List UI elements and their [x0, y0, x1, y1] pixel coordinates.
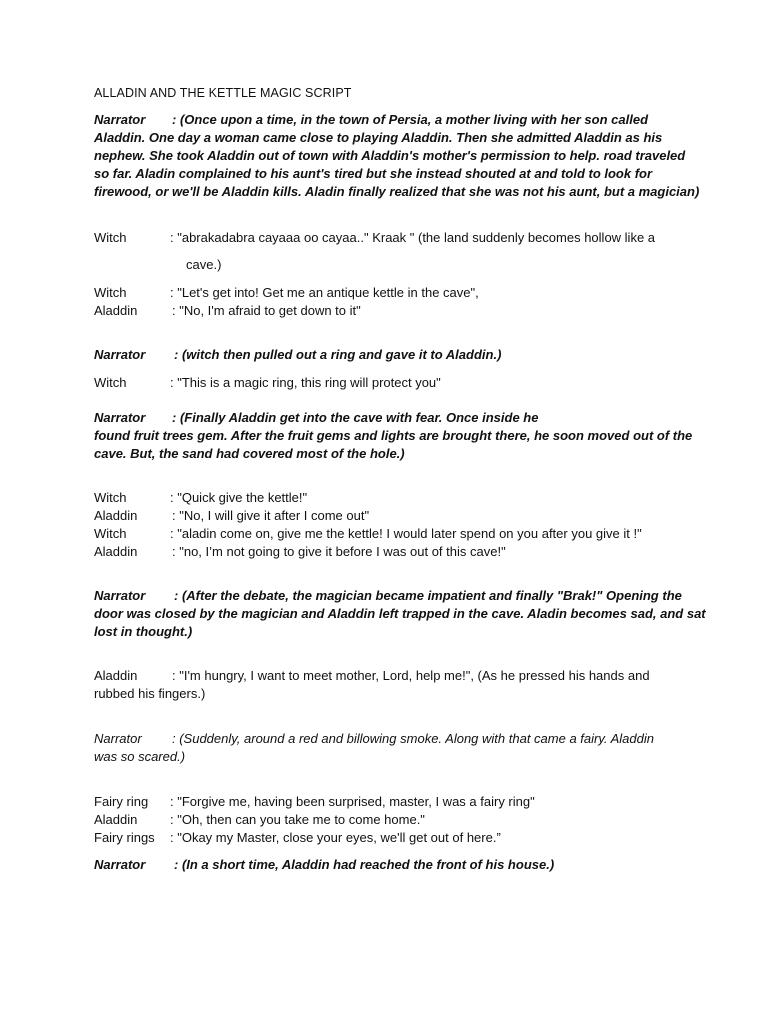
document-title: ALLADIN AND THE KETTLE MAGIC SCRIPT: [94, 86, 352, 100]
dialogue-line: : (Once upon a time, in the town of Persia, a mother living with her son called: [172, 112, 649, 127]
speaker-label: Aladdin: [94, 508, 138, 523]
dialogue-line: was so scared.): [94, 749, 186, 764]
speaker-label: Narrator: [94, 857, 146, 872]
speaker-label: Narrator: [94, 588, 146, 603]
speaker-label: Fairy rings: [94, 830, 155, 845]
speaker-label: Aladdin: [94, 668, 138, 683]
speaker-label: Aladdin: [94, 544, 138, 559]
dialogue-line: nephew. She took Aladdin out of town with Aladdin's mother's permission to help. road traveled: [94, 148, 686, 163]
dialogue-line: : "I'm hungry, I want to meet mother, Lord, help me!", (As he pressed his hands and: [172, 668, 650, 683]
dialogue-line: : (After the debate, the magician became impatient and finally "Brak!" Opening the: [174, 588, 682, 603]
dialogue-line: door was closed by the magician and Aladdin left trapped in the cave. Aladin becomes sad, and sat: [94, 606, 706, 621]
speaker-label: Witch: [94, 230, 127, 245]
dialogue-line: : "Forgive me, having been surprised, master, I was a fairy ring": [170, 794, 535, 809]
speaker-label: Aladdin: [94, 812, 138, 827]
speaker-label: Narrator: [94, 731, 142, 746]
dialogue-line: rubbed his fingers.): [94, 686, 206, 701]
speaker-label: Fairy ring: [94, 794, 149, 809]
dialogue-line: : "Oh, then can you take me to come home.": [170, 812, 425, 827]
dialogue-line: : (In a short time, Aladdin had reached the front of his house.): [174, 857, 555, 872]
dialogue-line: : "Okay my Master, close your eyes, we'll get out of here.”: [170, 830, 501, 845]
dialogue-line: : "This is a magic ring, this ring will protect you": [170, 375, 441, 390]
speaker-label: Witch: [94, 285, 127, 300]
speaker-label: Witch: [94, 375, 127, 390]
dialogue-line: cave. But, the sand had covered most of the hole.): [94, 446, 405, 461]
dialogue-line: : (Suddenly, around a red and billowing smoke. Along with that came a fairy. Aladdin: [172, 731, 654, 746]
dialogue-line: Aladdin. One day a woman came close to playing Aladdin. Then she admitted Aladdin as his: [94, 130, 663, 145]
dialogue-line: so far. Aladin complained to his aunt's tired but she instead shouted at and told to look for: [94, 166, 653, 181]
speaker-label: Narrator: [94, 112, 146, 127]
speaker-label: Witch: [94, 526, 127, 541]
dialogue-line: : "Let's get into! Get me an antique kettle in the cave",: [170, 285, 479, 300]
dialogue-line: : "abrakadabra cayaaa oo cayaa.." Kraak " (the land suddenly becomes hollow like a: [170, 230, 656, 245]
speaker-label: Witch: [94, 490, 127, 505]
dialogue-line: : "Quick give the kettle!": [170, 490, 308, 505]
speaker-label: Narrator: [94, 410, 146, 425]
dialogue-line: cave.): [186, 257, 222, 272]
dialogue-line: : (witch then pulled out a ring and gave it to Aladdin.): [174, 347, 502, 362]
speaker-label: Aladdin: [94, 303, 138, 318]
dialogue-line: : "aladin come on, give me the kettle! I would later spend on you after you give it !": [170, 526, 642, 541]
dialogue-line: firewood, or we'll be Aladdin kills. Aladin finally realized that she was not his aunt, but a magician): [94, 184, 700, 199]
dialogue-line: : "No, I'm afraid to get down to it": [172, 303, 361, 318]
speaker-label: Narrator: [94, 347, 146, 362]
dialogue-line: : "no, I’m not going to give it before I was out of this cave!": [172, 544, 506, 559]
dialogue-line: : (Finally Aladdin get into the cave with fear. Once inside he: [172, 410, 539, 425]
dialogue-line: : "No, I will give it after I come out": [172, 508, 370, 523]
dialogue-line: lost in thought.): [94, 624, 193, 639]
dialogue-line: found fruit trees gem. After the fruit gems and lights are brought there, he soon moved out of the: [94, 428, 693, 443]
